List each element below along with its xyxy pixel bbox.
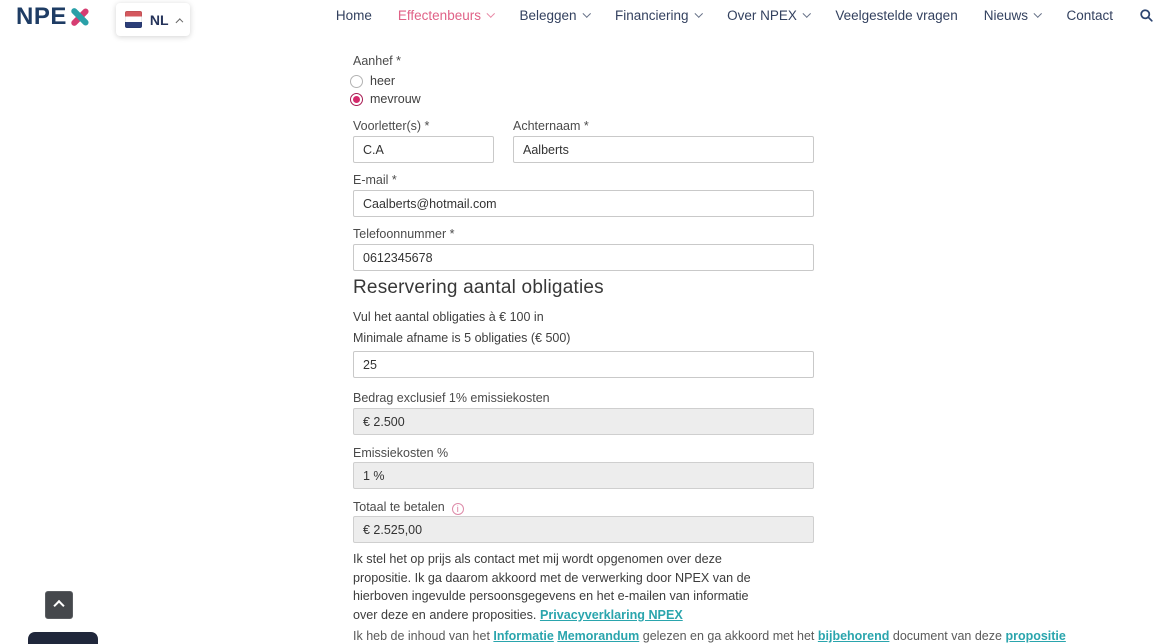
npex-logo-text: NPE	[16, 3, 67, 30]
language-selector[interactable]	[116, 3, 190, 36]
info-icon[interactable]: i	[452, 503, 464, 515]
emissiekosten-field	[353, 462, 814, 489]
bedrag-field	[353, 408, 814, 435]
totaal-label-row	[353, 500, 464, 515]
achternaam-input[interactable]	[513, 136, 814, 163]
totaal-field	[353, 516, 814, 543]
aantal-obligaties-input[interactable]	[353, 351, 814, 378]
search-icon[interactable]	[1139, 8, 1154, 23]
nav-item-veelgestelde-vragen[interactable]: Veelgestelde vragen	[835, 7, 958, 23]
email-input[interactable]	[353, 190, 814, 217]
nav-item-financiering[interactable]: Financiering	[615, 8, 701, 23]
nav-item-home[interactable]: Home	[335, 7, 372, 23]
email-label: E-mail *	[353, 173, 397, 187]
telefoonnummer-input[interactable]	[353, 244, 814, 271]
nav-item-beleggen[interactable]: Beleggen	[519, 8, 589, 23]
main-nav	[335, 0, 1154, 30]
cookie-settings-tab[interactable]	[28, 632, 98, 644]
language-label: NL	[149, 11, 169, 28]
instruction-minimale-afname: Minimale afname is 5 obligaties (€ 500)	[353, 331, 571, 345]
instruction-aantal: Vul het aantal obligaties à € 100 in	[353, 310, 544, 324]
chevron-down-icon	[803, 10, 811, 18]
radio-mevrouw[interactable]	[350, 92, 421, 106]
privacy-link[interactable]: Privacyverklaring NPEX	[539, 607, 683, 622]
consent-text: Ik stel het op prijs als contact met mij wordt opgenomen over deze propositie. Ik ga daarom akkoord met de verwerking door NPEX van de hierboven ingevulde persoonsgegevens en het e-mailen van informatie over deze en andere proposities.	[353, 552, 751, 622]
chevron-down-icon	[487, 10, 495, 18]
chevron-down-icon	[694, 10, 702, 18]
radio-heer[interactable]	[350, 74, 395, 88]
chevron-up-icon	[53, 600, 64, 611]
radio-heer-circle[interactable]	[350, 75, 363, 88]
totaal-label: Totaal te betalen	[353, 500, 445, 514]
nav-item-effectenbeurs[interactable]: Effectenbeurs	[398, 8, 494, 23]
clipped-link[interactable]: Memorandum	[557, 629, 640, 643]
nav-item-contact[interactable]: Contact	[1066, 7, 1113, 23]
radio-heer-label[interactable]: heer	[370, 74, 396, 88]
npex-logo-x-icon	[68, 5, 90, 29]
nav-item-nieuws[interactable]: Nieuws	[984, 8, 1041, 23]
consent-paragraph	[353, 550, 769, 624]
telefoonnummer-label: Telefoonnummer *	[353, 227, 455, 241]
chevron-down-icon	[1034, 10, 1042, 18]
voorletters-label: Voorletter(s) *	[353, 119, 430, 133]
clipped-consent-line: Ik heb de inhoud van het Informatie Memorandum gelezen en ga akkoord met het bijbehorend document van deze propositie	[353, 629, 1066, 643]
npex-logo[interactable]	[16, 3, 90, 31]
nav-item-over-npex[interactable]: Over NPEX	[727, 8, 809, 23]
chevron-down-icon	[582, 10, 590, 18]
section-title: Reservering aantal obligaties	[353, 277, 604, 298]
voorletters-input[interactable]	[353, 136, 494, 163]
achternaam-label: Achternaam *	[513, 119, 589, 133]
clipped-link[interactable]: Informatie	[493, 629, 554, 643]
clipped-link[interactable]: bijbehorend	[817, 629, 890, 643]
chevron-up-icon	[175, 18, 182, 25]
bedrag-label: Bedrag exclusief 1% emissiekosten	[353, 391, 550, 405]
radio-mevrouw-circle[interactable]	[350, 93, 363, 106]
clipped-link[interactable]: propositie	[1005, 629, 1066, 643]
emissiekosten-label: Emissiekosten %	[353, 446, 449, 460]
aanhef-label: Aanhef *	[353, 54, 401, 68]
radio-mevrouw-label[interactable]: mevrouw	[370, 92, 421, 106]
dutch-flag-icon	[125, 11, 142, 28]
scroll-to-top-button[interactable]	[45, 591, 73, 619]
